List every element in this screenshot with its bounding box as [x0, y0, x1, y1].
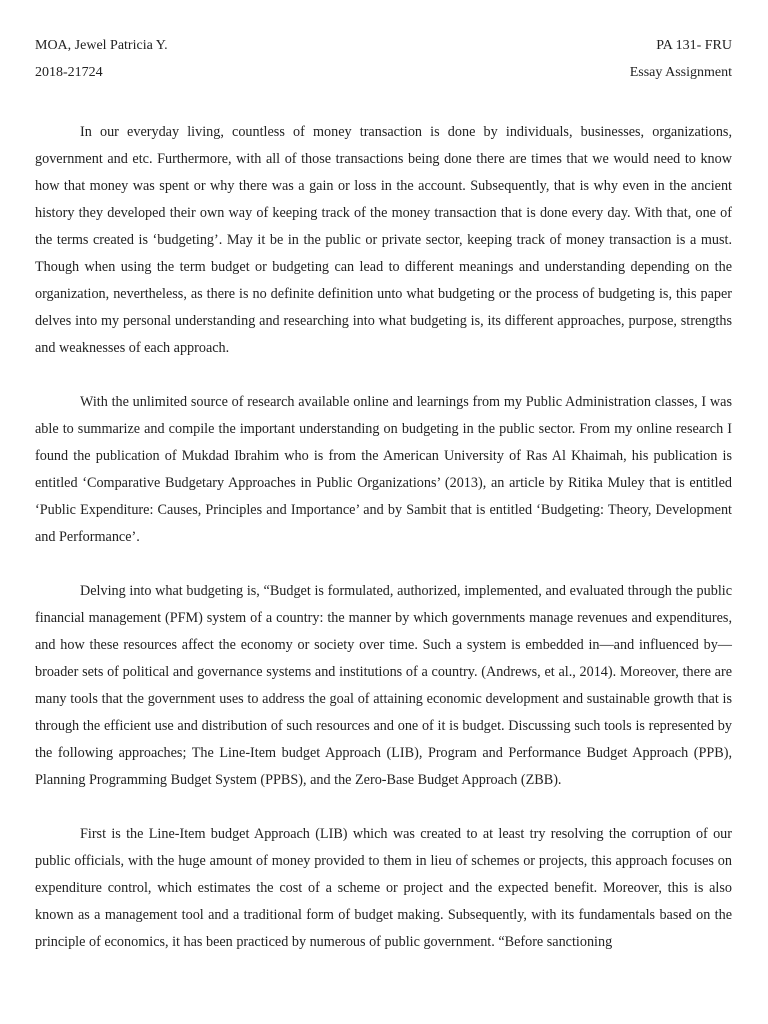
paragraph-line-item: First is the Line-Item budget Approach (LIB) which was created to at least try resolving the corruption of our public officials, with the huge amount of money provided to them in lieu of schemes or projects, this approach focuses on expenditure control, which estimates the cost of a scheme or project and the expected benefit. Moreover, this is also known as a management tool and a traditional form of budget making. Subsequently, with its fundamentals based on the principle of economics, it has been practiced by numerous of public government. “Before sanctioning [35, 826, 732, 950]
essay-body [35, 119, 732, 983]
author-name: MOA, Jewel Patricia Y. [35, 38, 168, 53]
header-row-top [35, 37, 732, 55]
paragraph-intro: In our everyday living, countless of money transaction is done by individuals, businesses, organizations, government and etc. Furthermore, with all of those transactions being done there are times that we would need to know how that money was spent or why there was a gain or loss in the account. Subsequently, that is why even in the ancient history they developed their own way of keeping track of the money transaction that is done every day. With that, one of the terms created is ‘budgeting’. May it be in the public or private sector, keeping track of money transaction is a must. Though when using the term budget or budgeting can lead to different meanings and understanding depending on the organization, nevertheless, as there is no definite definition unto what budgeting or the process of budgeting is, this paper delves into my personal understanding and researching into what budgeting is, its different approaches, purpose, strengths and weaknesses of each approach. [35, 124, 732, 356]
paragraph-sources: With the unlimited source of research available online and learnings from my Public Administration classes, I was able to summarize and compile the important understanding on budgeting in the public sector. From my online research I found the publication of Mukdad Ibrahim who is from the American University of Ras Al Khaimah, his publication is entitled ‘Comparative Budgetary Approaches in Public Organizations’ (2013), an article by Ritika Muley that is entitled ‘Public Expenditure: Causes, Principles and Importance’ and by Sambit that is entitled ‘Budgeting: Theory, Development and Performance’. [35, 394, 732, 545]
header-row-bottom [35, 64, 732, 82]
course-code: PA 131- FRU [656, 38, 732, 53]
student-number: 2018-21724 [35, 65, 103, 80]
assignment-type: Essay Assignment [629, 65, 732, 80]
paragraph-definition: Delving into what budgeting is, “Budget is formulated, authorized, implemented, and evaluated through the public financial management (PFM) system of a country: the manner by which governments manage revenues and expenditures, and how these resources affect the economy or society over time. Such a system is embedded in—and influenced by—broader sets of political and governance systems and institutions of a country. (Andrews, et al., 2014). Moreover, there are many tools that the government uses to address the goal of attaining economic development and sustainable growth that is through the efficient use and distribution of such resources and one of it is budget. Discussing such tools is represented by the following approaches; The Line-Item budget Approach (LIB), Program and Performance Budget Approach (PPB), Planning Programming Budget System (PPBS), and the Zero-Base Budget Approach (ZBB). [35, 583, 732, 788]
